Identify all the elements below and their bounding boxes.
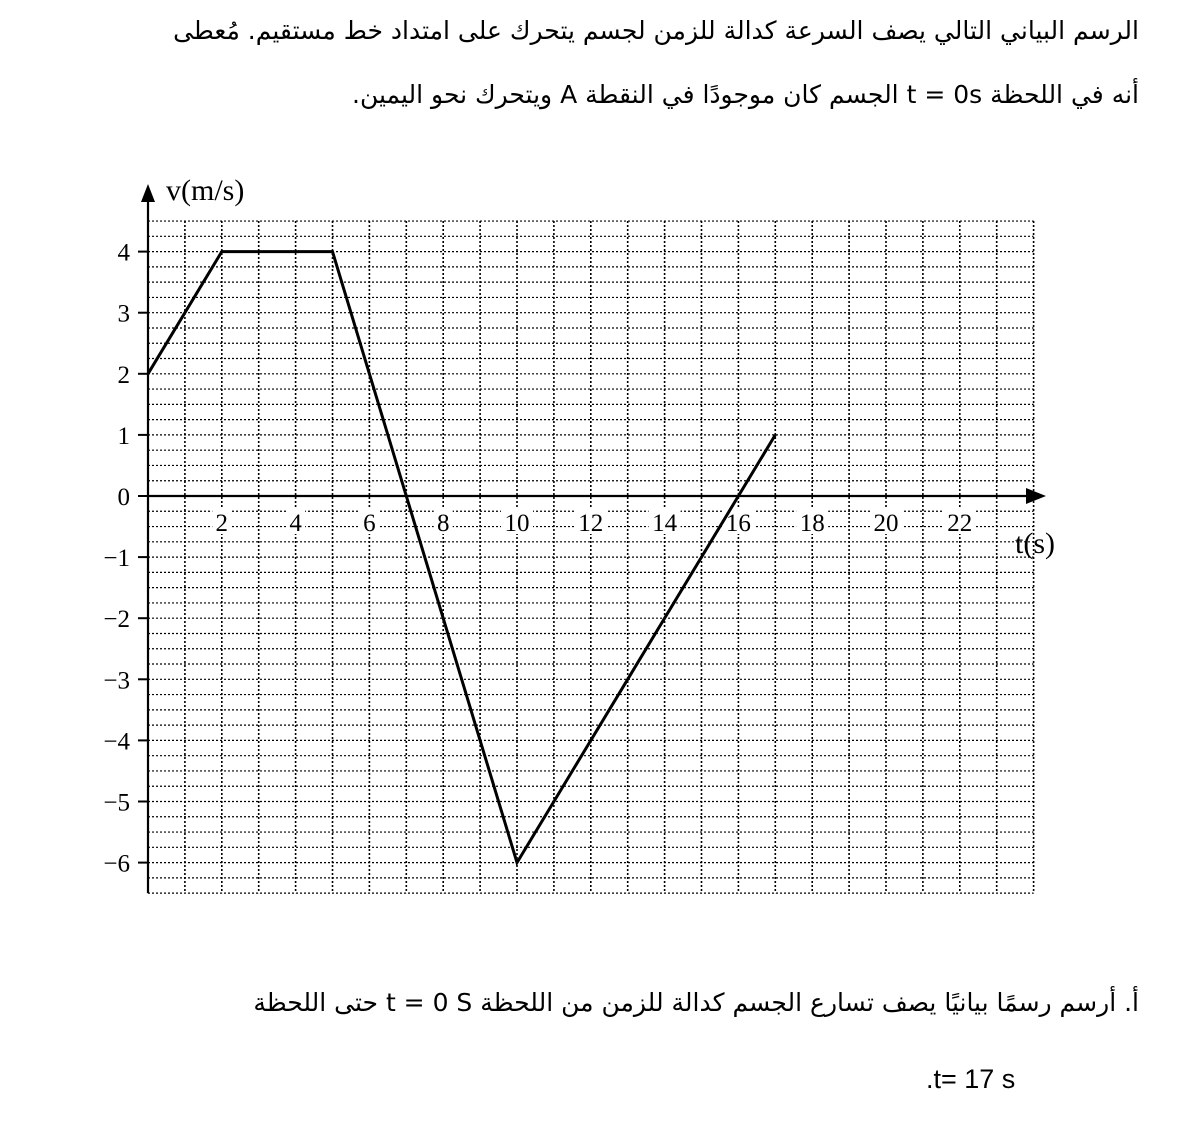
y-tick-label: −1 [103, 545, 130, 573]
question-text-line-1: أ. أرسم رسمًا بيانيًا يصف تسارع الجسم كدالة للزمن من اللحظة t = 0 S حتى اللحظة [253, 988, 1139, 1017]
x-tick-label: 2 [215, 510, 229, 537]
y-tick-label: 2 [117, 361, 130, 389]
y-tick-label: 3 [117, 300, 130, 328]
intro-text-line-2: أنه في اللحظة t = 0s الجسم كان موجودًا في النقطة A ويتحرك نحو اليمين. [352, 80, 1139, 109]
y-tick-label: −3 [103, 667, 130, 695]
y-tick-label: 4 [117, 239, 130, 267]
chart-axis-labels [166, 174, 1055, 560]
x-tick-label: 10 [504, 510, 530, 537]
x-tick-label: 18 [799, 510, 825, 537]
x-tick-label: 12 [578, 510, 604, 537]
x-tick-label: 14 [652, 510, 678, 537]
x-tick-label: 16 [725, 510, 751, 537]
x-tick-label: 4 [289, 510, 302, 537]
x-tick-label: 22 [947, 510, 973, 537]
x-tick-label: 8 [436, 510, 450, 537]
x-tick-label: 20 [873, 510, 899, 537]
intro-text-line-1: الرسم البياني التالي يصف السرعة كدالة للزمن لجسم يتحرك على امتداد خط مستقيم. مُعطى [173, 16, 1139, 45]
y-axis-label: v(m/s) [166, 174, 245, 207]
chart-grid [148, 221, 1034, 893]
y-tick-label: 0 [117, 484, 130, 511]
x-tick-label: 6 [363, 510, 376, 537]
y-tick-label: −5 [103, 789, 130, 817]
y-tick-label: 1 [117, 422, 130, 450]
chart-ticks [103, 240, 975, 878]
y-axis-arrow [141, 184, 155, 202]
question-text-line-2: .t= 17 s [926, 1064, 1016, 1094]
x-axis-label: t(s) [1015, 527, 1055, 560]
y-tick-label: −4 [103, 728, 130, 756]
y-tick-label: −2 [103, 606, 130, 634]
x-axis-arrow [1026, 488, 1046, 504]
y-tick-label: −6 [103, 850, 130, 878]
